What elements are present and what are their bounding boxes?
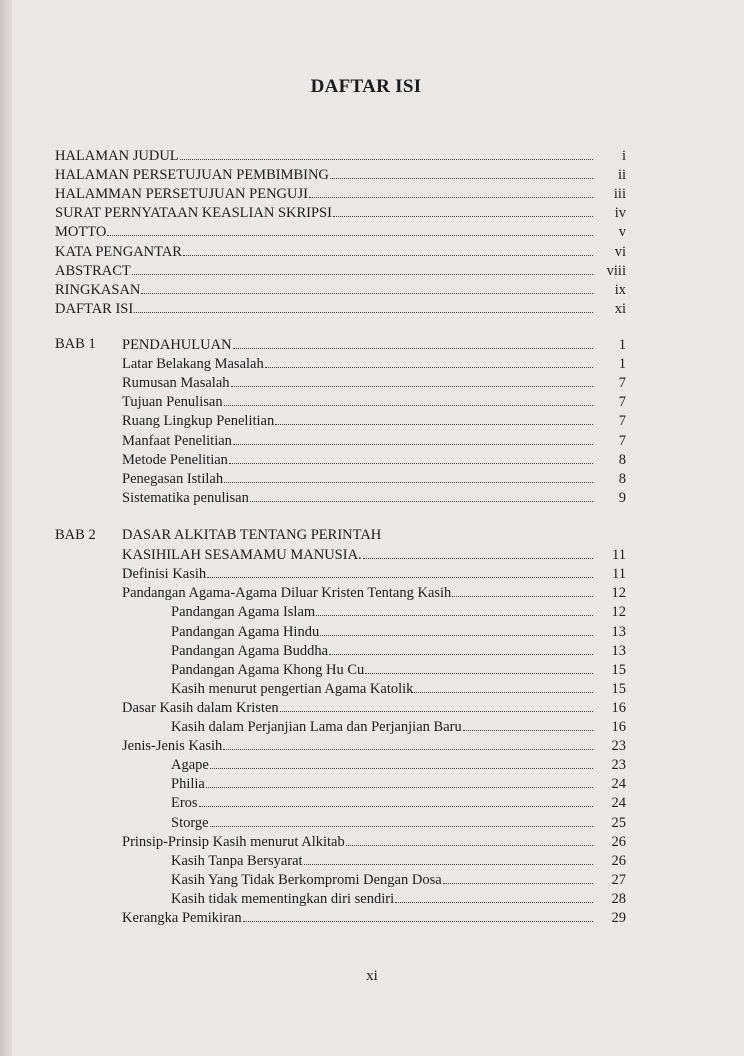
toc-entry: [171, 679, 626, 698]
toc-entry: [171, 641, 626, 660]
toc-entry-front: [55, 222, 626, 241]
entry-page-number: 23: [611, 738, 626, 754]
dot-leader: [365, 660, 593, 674]
entry-page-number: 11: [612, 547, 626, 563]
entry-label: Prinsip-Prinsip Kasih menurut Alkitab: [122, 834, 345, 850]
entry-label: ABSTRACT: [55, 263, 131, 279]
entry-page-number: i: [621, 148, 626, 164]
dot-leader: [333, 203, 593, 217]
entry-label: Agape: [171, 757, 209, 773]
entry-page-number: 23: [611, 757, 626, 773]
toc-entry: [122, 431, 626, 450]
entry-page-number: 25: [611, 815, 626, 831]
entry-page-number: 26: [611, 853, 626, 869]
entry-label: Manfaat Penelitian: [122, 433, 232, 449]
entry-page-number: 15: [611, 681, 626, 697]
dot-leader: [229, 450, 593, 464]
toc-entry: [171, 717, 626, 736]
dot-leader: [224, 469, 593, 483]
toc-entry: [122, 392, 626, 411]
dot-leader: [141, 280, 593, 294]
entry-label: RINGKASAN: [55, 282, 141, 298]
toc-entry: [171, 793, 626, 812]
entry-label: HALAMAN JUDUL: [55, 148, 179, 164]
entry-page-number: 16: [611, 719, 626, 735]
toc-entry: [171, 851, 626, 870]
dot-leader: [443, 870, 593, 884]
toc-entry: [171, 755, 626, 774]
entry-page-number: 11: [612, 566, 626, 582]
dot-leader: [309, 184, 593, 198]
toc-entry: [171, 813, 626, 832]
entry-label: MOTTO: [55, 224, 107, 240]
toc-entry: [122, 698, 626, 717]
entry-label: Storge: [171, 815, 209, 831]
entry-label: Dasar Kasih dalam Kristen: [122, 700, 279, 716]
dot-leader: [207, 564, 593, 578]
entry-label: Sistematika penulisan: [122, 490, 249, 506]
entry-page-number: 7: [618, 394, 626, 410]
dot-leader: [210, 755, 593, 769]
entry-label: Jenis-Jenis Kasih: [122, 738, 223, 754]
dot-leader: [463, 717, 593, 731]
entry-page-number: v: [618, 224, 626, 240]
entry-page-number: 12: [611, 604, 626, 620]
entry-label: Kasih dalam Perjanjian Lama dan Perjanjian Baru: [171, 719, 462, 735]
toc-entry: [122, 908, 626, 927]
toc-entry-front: [55, 203, 626, 222]
entry-label: HALAMMAN PERSETUJUAN PENGUJI: [55, 186, 308, 202]
entry-label: Pandangan Agama Hindu: [171, 624, 320, 640]
entry-page-number: 1: [618, 356, 626, 372]
entry-label: Metode Penelitian: [122, 452, 228, 468]
entry-label: Kasih menurut pengertian Agama Katolik: [171, 681, 414, 697]
entry-page-number: ii: [617, 167, 626, 183]
dot-leader: [183, 242, 593, 256]
entry-label: Kasih Tanpa Bersyarat: [171, 853, 303, 869]
entry-page-number: vi: [614, 244, 626, 260]
entry-page-number: 29: [611, 910, 626, 926]
dot-leader: [275, 411, 593, 425]
dot-leader: [233, 431, 593, 445]
dot-leader: [346, 832, 593, 846]
entry-label: Ruang Lingkup Penelitian: [122, 413, 275, 429]
entry-label: Rumusan Masalah: [122, 375, 230, 391]
dot-leader: [414, 679, 593, 693]
entry-page-number: 9: [618, 490, 626, 506]
toc-entry: [171, 870, 626, 889]
entry-page-number: 28: [611, 891, 626, 907]
toc-entry-front: [55, 146, 626, 165]
entry-label: KASIHILAH SESAMAMU MANUSIA.: [122, 547, 362, 563]
toc-entry: [122, 832, 626, 851]
toc-chapter-heading: [122, 335, 626, 354]
entry-page-number: iv: [614, 205, 626, 221]
dot-leader: [316, 602, 593, 616]
bab-2-heading-line-1: DASAR ALKITAB TENTANG PERINTAH: [122, 527, 382, 543]
dot-leader: [233, 335, 593, 349]
entry-page-number: 8: [618, 452, 626, 468]
entry-label: Kasih tidak mementingkan diri sendiri: [171, 891, 395, 907]
dot-leader: [206, 774, 593, 788]
dot-leader: [231, 373, 593, 387]
bab-1-number: BAB 1: [55, 336, 96, 352]
toc-entry: [122, 373, 626, 392]
dot-leader: [329, 641, 593, 655]
page-title: DAFTAR ISI: [310, 76, 422, 97]
entry-label: Tujuan Penulisan: [122, 394, 223, 410]
entry-page-number: iii: [613, 186, 626, 202]
entry-label: Pandangan Agama-Agama Diluar Kristen Tentang Kasih: [122, 585, 452, 601]
dot-leader: [250, 488, 593, 502]
bab-2-number: BAB 2: [55, 527, 96, 543]
toc-entry-front: [55, 242, 626, 261]
toc-entry: [171, 602, 626, 621]
toc-entry-front: [55, 280, 626, 299]
toc-entry: [122, 488, 626, 507]
entry-page-number: 13: [611, 624, 626, 640]
dot-leader: [180, 146, 593, 160]
dot-leader: [132, 261, 593, 275]
dot-leader: [223, 736, 593, 750]
toc-entry: [171, 889, 626, 908]
toc-entry: [171, 774, 626, 793]
toc-entry: [171, 660, 626, 679]
toc-entry-front: [55, 261, 626, 280]
entry-label: Pandangan Agama Khong Hu Cu: [171, 662, 365, 678]
toc-entry: [122, 469, 626, 488]
toc-chapter-heading: [122, 545, 626, 564]
entry-page-number: 1: [618, 337, 626, 353]
dot-leader: [320, 622, 593, 636]
entry-label: KATA PENGANTAR: [55, 244, 182, 260]
entry-page-number: 12: [611, 585, 626, 601]
entry-page-number: 24: [611, 795, 626, 811]
dot-leader: [363, 545, 593, 559]
entry-page-number: 24: [611, 776, 626, 792]
entry-label: Philia: [171, 776, 205, 792]
entry-page-number: ix: [614, 282, 626, 298]
dot-leader: [452, 583, 593, 597]
dot-leader: [330, 165, 593, 179]
dot-leader: [107, 222, 593, 236]
dot-leader: [395, 889, 593, 903]
entry-page-number: xi: [614, 301, 626, 317]
entry-page-number: 26: [611, 834, 626, 850]
toc-entry: [122, 411, 626, 430]
entry-label: PENDAHULUAN: [122, 337, 232, 353]
entry-label: Penegasan Istilah: [122, 471, 224, 487]
entry-label: Pandangan Agama Buddha: [171, 643, 329, 659]
toc-entry-front: [55, 165, 626, 184]
entry-label: Kerangka Pemikiran: [122, 910, 242, 926]
toc-entry-front: [55, 184, 626, 203]
toc-entry: [122, 583, 626, 602]
entry-label: Eros: [171, 795, 198, 811]
dot-leader: [265, 354, 593, 368]
entry-page-number: 15: [611, 662, 626, 678]
dot-leader: [243, 908, 593, 922]
entry-page-number: 16: [611, 700, 626, 716]
dot-leader: [304, 851, 593, 865]
page-number-footer: xi: [366, 968, 378, 984]
entry-label: DAFTAR ISI: [55, 301, 134, 317]
entry-page-number: 7: [618, 413, 626, 429]
toc-entry: [122, 450, 626, 469]
dot-leader: [280, 698, 593, 712]
entry-label: HALAMAN PERSETUJUAN PEMBIMBING: [55, 167, 329, 183]
entry-label: Pandangan Agama Islam: [171, 604, 316, 620]
dot-leader: [199, 793, 593, 807]
entry-page-number: 13: [611, 643, 626, 659]
toc-entry: [171, 622, 626, 641]
dot-leader: [134, 299, 593, 313]
entry-page-number: 27: [611, 872, 626, 888]
toc-entry-front: [55, 299, 626, 318]
entry-label: Definisi Kasih: [122, 566, 207, 582]
entry-page-number: 7: [618, 375, 626, 391]
toc-entry: [122, 564, 626, 583]
toc-entry: [122, 736, 626, 755]
dot-leader: [210, 813, 593, 827]
entry-label: SURAT PERNYATAAN KEASLIAN SKRIPSI: [55, 205, 332, 221]
entry-label: Kasih Yang Tidak Berkompromi Dengan Dosa: [171, 872, 442, 888]
entry-page-number: viii: [606, 263, 626, 279]
entry-label: Latar Belakang Masalah: [122, 356, 264, 372]
toc-entry: [122, 354, 626, 373]
dot-leader: [224, 392, 593, 406]
entry-page-number: 8: [618, 471, 626, 487]
entry-page-number: 7: [618, 433, 626, 449]
